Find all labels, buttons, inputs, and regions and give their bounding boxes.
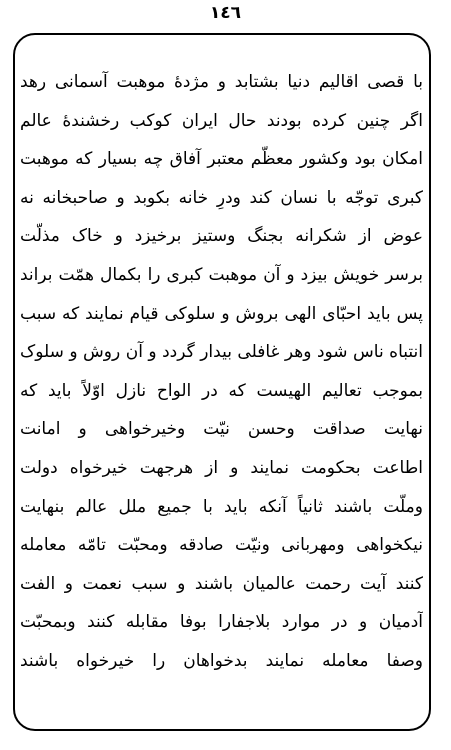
text-line: نهایت صداقت وحسن نیّت وخیرخواهی و امانت: [20, 419, 423, 440]
text-line: امکان بود وکشور معظّم معتبر آفاق چه بسیار که موهبت: [20, 149, 423, 170]
text-line: آدمیان و در موارد بلاجفارا بوفا مقابله کنند وبمحبّت: [20, 612, 423, 633]
text-line: اگر چنین کرده بودند حال ایران کوکب رخشندهٔ عالم: [20, 110, 423, 131]
text-line: کنند آیت رحمت عالمیان باشند و سبب نعمت و الفت: [20, 573, 423, 594]
text-line: وصفا معامله نمایند بدخواهان را خیرخواه باشند: [20, 650, 423, 671]
text-line: انتباه ناس شود وهر غافلی بیدار گردد و آن روش و سلوک: [20, 342, 423, 363]
page-number: ١٤٦: [209, 3, 242, 23]
text-line: کبری توجّه با نسان کند ودرِ خانه بکوبد و صاحبخانه نه: [20, 187, 423, 208]
text-line: نیکخواهی ومهربانی ونیّت صادقه ومحبّت تامّه معامله: [20, 535, 423, 556]
text-line: اطاعت بحکومت نمایند و از هرجهت خیرخواه دولت: [20, 457, 423, 478]
text-line: بموجب تعالیم الهیست که در الواح نازل اوّلاً باید که: [20, 380, 423, 401]
text-line: پس باید احبّای الهی بروش و سلوکی قیام نمایند که سبب: [20, 303, 423, 324]
text-line: با قصی اقالیم دنیا بشتابد و مژدهٔ موهبت آسمانی رهد: [20, 72, 423, 92]
text-line: عوض از شکرانه بجنگ وستیز برخیزد و خاک مذلّت: [20, 226, 423, 247]
text-line: برسر خویش بیزد و آن موهبت کبری را بکمال همّت براند: [20, 264, 423, 285]
text-line: وملّت باشند ثانیاً آنکه باید با جمیع ملل عالم بنهایت: [20, 496, 423, 517]
body-text: [20, 63, 423, 681]
